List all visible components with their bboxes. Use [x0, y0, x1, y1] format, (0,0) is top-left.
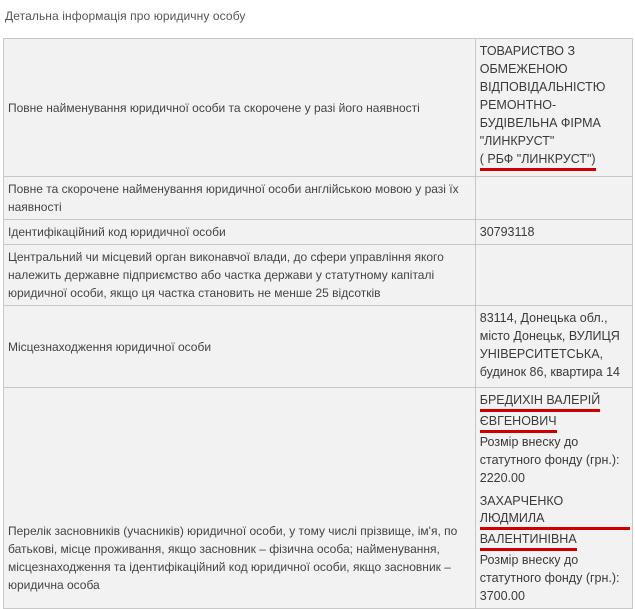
full-name-line: "ЛИНКРУСТ" [479, 134, 555, 148]
table-row-authority [4, 245, 633, 306]
full-name-line: ТОВАРИСТВО З [479, 44, 576, 58]
location-label: Місцезнаходження юридичної особи [4, 306, 476, 388]
table-row-location [4, 306, 633, 388]
full-name-value [475, 39, 632, 177]
founder-contribution-value: 2220.00 [479, 471, 525, 485]
full-name-label: Повне найменування юридичної особи та скорочене у разі його наявності [4, 39, 476, 177]
table-row-founders [4, 388, 633, 609]
founder-contribution-label: Розмір внеску до статутного фонду (грн.): [479, 553, 620, 585]
full-name-line: ВІДПОВІДАЛЬНІСТЮ [479, 80, 606, 94]
english-name-value [475, 177, 632, 220]
full-name-line: БУДІВЕЛЬНА ФІРМА [479, 116, 601, 130]
founder-name: ЄВГЕНОВИЧ [480, 413, 557, 433]
founder-name: ВАЛЕНТИНІВНА [480, 531, 577, 551]
short-name-value: ( РБФ "ЛИНКРУСТ") [480, 151, 596, 171]
founders-value [475, 388, 632, 609]
location-value: 83114, Донецька обл., місто Донецьк, ВУЛИЦЯ УНІВЕРСИТЕТСЬКА, будинок 86, квартира 14 [475, 306, 632, 388]
page-title: Детальна інформація про юридичну особу [5, 9, 246, 23]
full-name-line: РЕМОНТНО- [479, 98, 557, 112]
founder-name: ЗАХАРЧЕНКО ЛЮДМИЛА [480, 493, 630, 530]
full-name-line: ОБМЕЖЕНОЮ [479, 62, 568, 76]
code-label: Ідентифікаційний код юридичної особи [4, 220, 476, 245]
authority-value [475, 245, 632, 306]
table-row-full-name [4, 39, 633, 177]
entity-info-table [3, 38, 633, 609]
founder-item [480, 493, 630, 605]
founder-name: БРЕДИХІН ВАЛЕРІЙ [480, 392, 601, 412]
founder-contribution-label: Розмір внеску до статутного фонду (грн.): [479, 435, 620, 467]
table-row-english-name [4, 177, 633, 220]
english-name-label: Повне та скорочене найменування юридичної особи англійською мовою у разі їх наявності [4, 177, 476, 220]
founder-contribution-value: 3700.00 [479, 589, 525, 603]
founders-label: Перелік засновників (учасників) юридичної особи, у тому числі прізвище, ім'я, по батькові, місце проживання, якщо засновник – фізична особа; найменування, місцезнаходження та ідентифікаційний код юридичної особи, якщо засновник – юридична особа [4, 388, 476, 609]
authority-label: Центральний чи місцевий орган виконавчої влади, до сфери управління якого належить державне підприємство або частка держави у статутному капіталі юридичної особи, якщо ця частка становить не менше 25 відсотків [4, 245, 476, 306]
code-value: 30793118 [475, 220, 632, 245]
founder-item [480, 391, 630, 487]
table-row-code [4, 220, 633, 245]
